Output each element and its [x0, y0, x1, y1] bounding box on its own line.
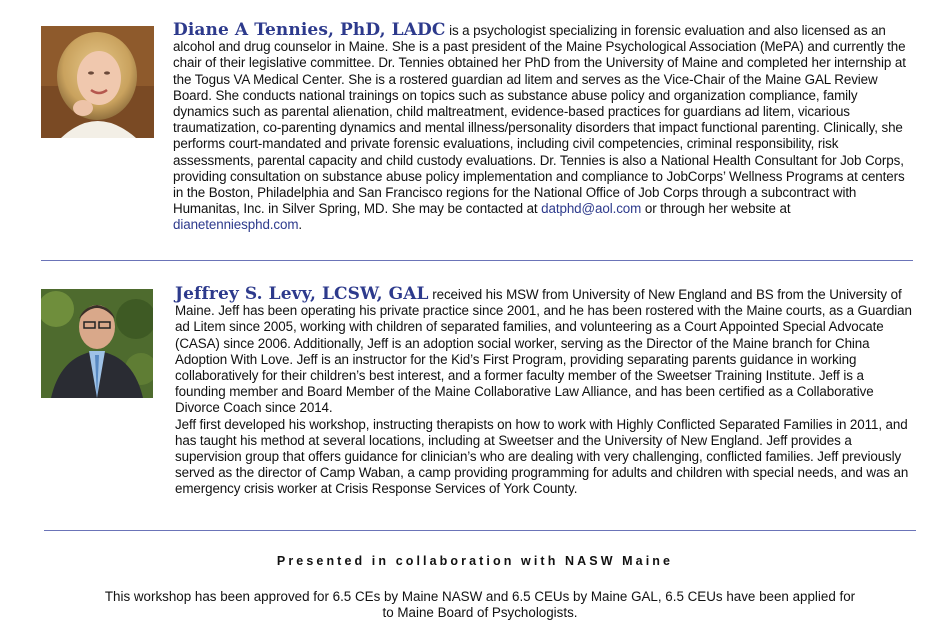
jeffrey-photo	[41, 289, 153, 398]
diane-bio-text: is a psychologist specializing in forensic evaluation and also licensed as an alcohol and drug counselor in Maine. She is a past president of the Maine Psychological Association (MePA) and currently the chair of their legislative committee. Dr. Tennies obtained her PhD from the University of Maine and completed her internship at the Togus VA Medical Center. She is a rostered guardian ad litem and serves as the Vice-Chair of the Maine GAL Review Board. She conducts national trainings on topics such as substance abuse policy and organization compliance, family dynamics such as parental alienation, child maltreatment, evidence-based practices for guardians ad litem, vicarious traumatization, co-parenting dynamics and mental illness/personality disorders that impact functional parenting. Clinically, she performs court-mandated and private forensic evaluations, including civil competencies, criminal responsibility, risk assessments, parental capacity and child custody evaluations. Dr. Tennies is also a National Health Consultant for Job Corps, providing consultation on substance abuse policy implementation and compliance to JobCorps’ Wellness Programs at centers in the Boston, Philadelphia and San Francisco regions for the National Office of Job Corps through a subcontract with Humanitas, Inc. in Silver Spring, MD. She may be contacted at	[173, 23, 906, 217]
jeffrey-bio	[175, 286, 915, 498]
diane-bio	[173, 22, 915, 234]
divider-top	[41, 260, 913, 261]
diane-photo	[41, 26, 154, 138]
presented-line: Presented in collaboration with NASW Maine	[276, 554, 674, 568]
jeffrey-name: Jeffrey S. Levy, LCSW, GAL	[175, 284, 429, 304]
diane-name: Diane A Tennies, PhD, LADC	[173, 20, 446, 40]
jeffrey-bio-text: received his MSW from University of New England and BS from the University of Maine. Jeff has been operating his private practice since 2001, and he has been rostered with the Maine courts, as a Guardian ad Litem since 2005, working with children of separated families, and volunteering as a Court Appointed Special Advocate (CASA) since 2006. Additionally, Jeff is an adoption social worker, serving as the Director of the Maine branch for China Adoption With Love. Jeff is an instructor for the Kid’s First Program, providing separating parents guidance in working collaboratively for their children’s best interest, and a former faculty member of the Sweetser Training Institute. Jeff is a founding member and Board Member of the Maine Collaborative Law Alliance, and has been certified as a Collaborative Divorce Coach since 2014.	[175, 287, 912, 416]
jeffrey-bio-paragraph-2: Jeff first developed his workshop, instructing therapists on how to work with Highly Conflicted Separated Families in 2011, and has taught his method at several locations, including at Sweetser and the University of New England. Jeff provides a supervision group that offers guidance for clinician’s who are dealing with very challenging, conflicted families. Jeff previously served as the director of Camp Waban, a camp providing programming for adults and children with special needs, and was an emergency crisis worker at Crisis Response Services of York County.	[175, 416, 909, 497]
approval-note: This workshop has been approved for 6.5 CEs by Maine NASW and 6.5 CEUs by Maine GAL, 6.5 CEUs have been applied for to Maine Board of Psychologists.	[104, 589, 856, 621]
divider-bottom	[44, 530, 916, 531]
diane-bio-end: .	[298, 217, 303, 233]
diane-website-link[interactable]: dianetenniesphd.com	[173, 217, 299, 233]
diane-bio-website-lead: or through her website at	[644, 201, 791, 217]
diane-email-link[interactable]: datphd@aol.com	[541, 201, 642, 217]
